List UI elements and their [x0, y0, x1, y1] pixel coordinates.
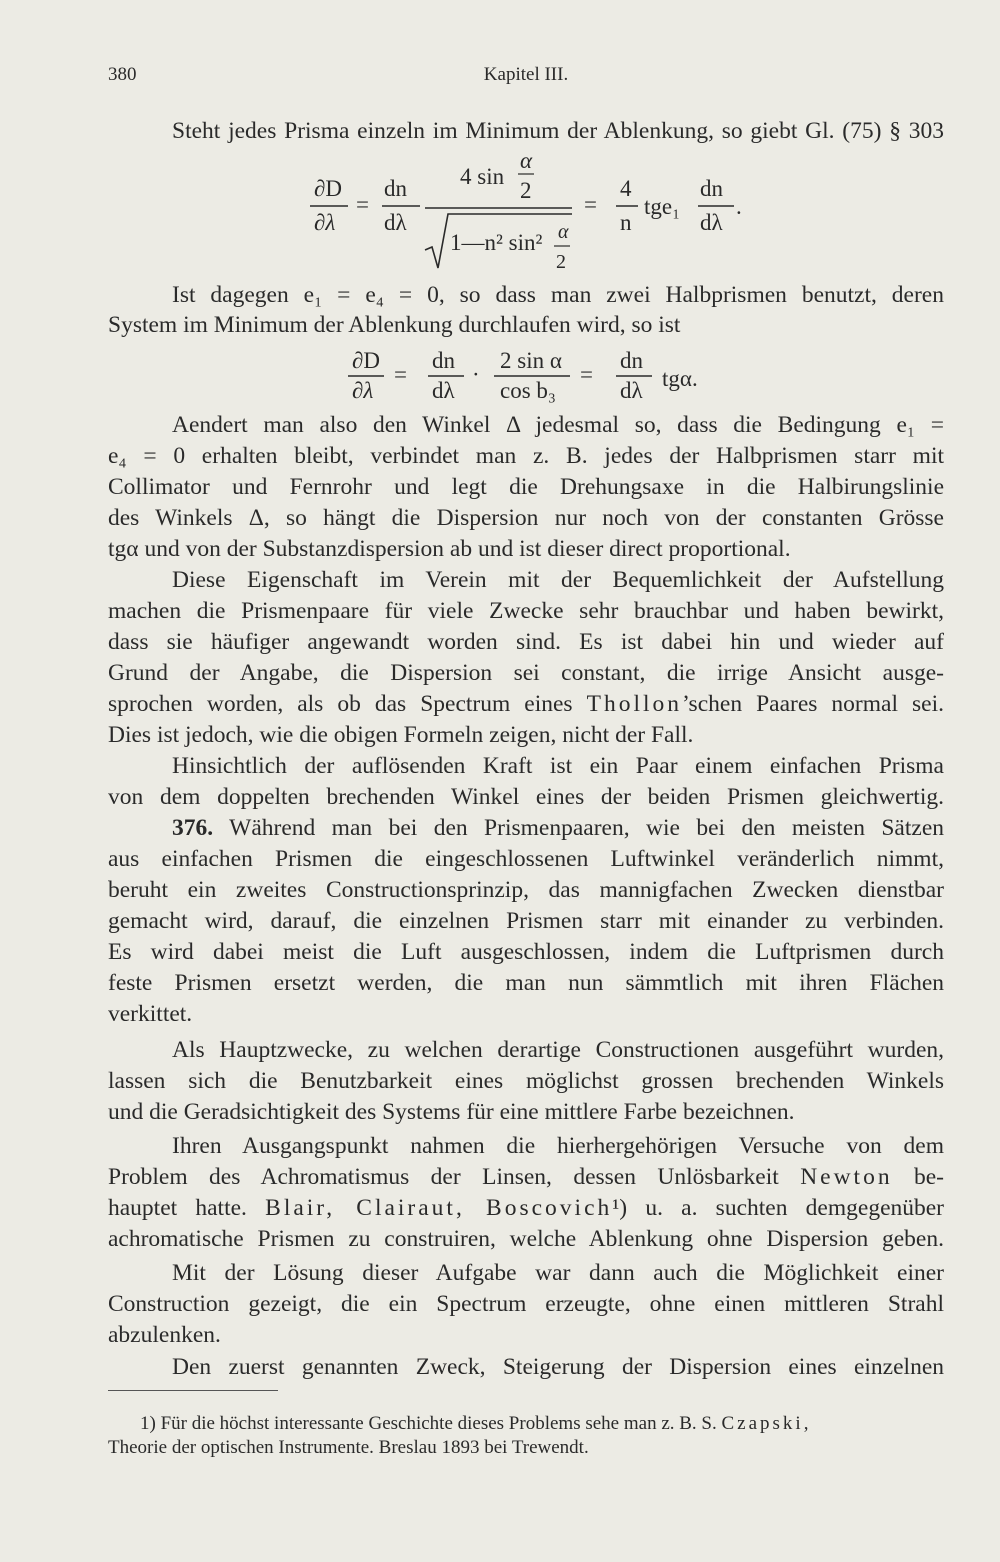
formula-text: tge₁ — [644, 194, 681, 219]
paragraph-text: Steht jedes Prisma einzeln im Minimum der Ablenkung, so giebt Gl. (75) § 303 — [172, 118, 944, 144]
formula-text: cos b₃ — [500, 378, 556, 403]
formula-text: dλ — [700, 210, 723, 235]
footnote-line: Theorie der optischen Instrumente. Breslau 1893 bei Trewendt. — [108, 1437, 589, 1458]
paragraph-text: Es wird dabei meist die Luft ausgeschlossen, indem die Luftprismen durch — [108, 939, 944, 965]
formula-text: n — [620, 210, 632, 235]
svg-text:=: = — [356, 192, 369, 217]
formula-text: ∂λ — [352, 378, 374, 403]
footnote-rule — [108, 1390, 278, 1391]
paragraph-text: gemacht wird, darauf, die einzelnen Prismen starr mit einander zu verbinden. — [108, 908, 944, 934]
text-span: sprochen worden, als ob das Spectrum eines — [108, 691, 573, 717]
paragraph-text: verkittet. — [108, 1001, 193, 1027]
text-span: Problem des Achromatismus der Linsen, dessen Unlösbarkeit — [108, 1164, 779, 1190]
formula-text: ∂λ — [314, 210, 336, 235]
text-span: ’schen Paares normal sei. — [682, 691, 944, 717]
svg-text:·: · — [472, 362, 480, 387]
formula-text: dλ — [432, 378, 455, 403]
section-376-first-line — [172, 813, 944, 843]
svg-text:=: = — [580, 362, 593, 387]
text-span: 1) Für die höchst interessante Geschichte dieses Problems sehe man z. B. S. — [140, 1413, 717, 1434]
paragraph-text: des Winkels Δ, so hängt die Dispersion nur noch von der constanten Grösse — [108, 505, 944, 531]
paragraph-text: Grund der Angabe, die Dispersion sei constant, die irrige Ansicht ausge- — [108, 660, 944, 686]
formula-text: dn — [384, 176, 407, 201]
paragraph-text: tgα und von der Substanzdispersion ab und ist dieser direct proportional. — [108, 536, 791, 562]
author-name: Thollon — [586, 691, 683, 717]
author-names: Blair, Clairaut, Boscovich — [265, 1195, 613, 1221]
paragraph-text: von dem doppelten brechenden Winkel eines der beiden Prismen gleichwertig. — [108, 784, 944, 810]
text-span: Während man bei den Prismenpaaren, wie bei den meisten Sätzen — [229, 815, 945, 841]
page-number: 380 — [108, 64, 137, 85]
formula-text: ∂D — [352, 348, 380, 373]
svg-text:=: = — [394, 362, 407, 387]
section-number: 376. — [172, 815, 214, 841]
paragraph-text — [108, 1193, 944, 1223]
paragraph-text — [108, 689, 944, 719]
paragraph-text: Aendert man also den Winkel Δ jedesmal so, dass die Bedingung e₁ = — [172, 412, 944, 438]
paragraph-text: System im Minimum der Ablenkung durchlaufen wird, so ist — [108, 312, 681, 338]
author-name: Czapski, — [721, 1413, 812, 1434]
formula-text: dn — [700, 176, 723, 201]
formula-text: dλ — [620, 378, 643, 403]
paragraph-text: Als Hauptzwecke, zu welchen derartige Constructionen ausgeführt wurden, — [172, 1037, 944, 1063]
formula-1 — [300, 150, 780, 285]
formula-text: 2 — [520, 178, 532, 203]
text-span: ¹) u. a. suchten demgegenüber — [612, 1195, 944, 1221]
paragraph-text: lassen sich die Benutzbarkeit eines möglichst grossen brechenden Winkels — [108, 1068, 944, 1094]
paragraph-text — [108, 1162, 944, 1192]
formula-2 — [340, 340, 760, 413]
paragraph-text: Ihren Ausgangspunkt nahmen die hierhergehörigen Versuche von dem — [172, 1133, 944, 1159]
paragraph-text: Mit der Lösung dieser Aufgabe war dann auch die Möglichkeit einer — [172, 1260, 944, 1286]
formula-text: dn — [620, 348, 643, 373]
formula-text: 2 — [556, 251, 566, 273]
footnote-line — [140, 1412, 944, 1436]
paragraph-text: Construction gezeigt, die ein Spectrum erzeugte, ohne einen mittleren Strahl — [108, 1291, 944, 1317]
paragraph-text: Dies ist jedoch, wie die obigen Formeln zeigen, nicht der Fall. — [108, 722, 694, 748]
formula-text: dn — [432, 348, 455, 373]
paragraph-text: Hinsichtlich der auflösenden Kraft ist ein Paar einem einfachen Prisma — [172, 753, 944, 779]
paragraph-text: e₄ = 0 erhalten bleibt, verbindet man z. B. jedes der Halbprismen starr mit — [108, 443, 944, 469]
paragraph-text: Den zuerst genannten Zweck, Steigerung der Dispersion eines einzelnen — [172, 1354, 944, 1380]
paragraph-text: Collimator und Fernrohr und legt die Drehungsaxe in die Halbirungslinie — [108, 474, 944, 500]
running-title: Kapitel III. — [483, 64, 569, 85]
paragraph-text: machen die Prismenpaare für viele Zwecke sehr brauchbar und haben bewirkt, — [108, 598, 944, 624]
paragraph-text: abzulenken. — [108, 1322, 221, 1348]
paragraph-text: und die Geradsichtigkeit des Systems für eine mittlere Farbe bezeichnen. — [108, 1099, 795, 1125]
svg-text:=: = — [584, 192, 597, 217]
svg-text:.: . — [736, 194, 742, 219]
paragraph-text: achromatische Prismen zu construiren, welche Ablenkung ohne Dispersion geben. — [108, 1226, 944, 1252]
formula-text: 2 sin α — [500, 348, 562, 373]
paragraph-text: feste Prismen ersetzt werden, die man nun sämmtlich mit ihren Flächen — [108, 970, 944, 996]
formula-text: α — [558, 221, 569, 243]
page-header — [108, 64, 944, 94]
formula-text: 4 sin — [460, 164, 505, 189]
paragraph-text: beruht ein zweites Constructionsprinzip, das mannigfachen Zwecken dienstbar — [108, 877, 944, 903]
paragraph-text: Ist dagegen e₁ = e₄ = 0, so dass man zwei Halbprismen benutzt, deren — [172, 282, 944, 308]
formula-text: α — [520, 150, 533, 173]
formula-text: dλ — [384, 210, 407, 235]
formula-text: tgα. — [662, 366, 698, 391]
text-span: be- — [914, 1164, 945, 1190]
formula-text: ∂D — [314, 176, 342, 201]
formula-text: 1—n² sin² — [450, 230, 543, 255]
paragraph-text: dass sie häufiger angewandt worden sind. Es ist dabei hin und wieder auf — [108, 629, 944, 655]
formula-text: 4 — [620, 176, 632, 201]
text-span: hauptet hatte. — [108, 1195, 247, 1221]
author-name: Newton — [800, 1164, 893, 1190]
paragraph-text: Diese Eigenschaft im Verein mit der Bequemlichkeit der Aufstellung — [172, 567, 944, 593]
paragraph-text: aus einfachen Prismen die eingeschlossenen Luftwinkel veränderlich nimmt, — [108, 846, 944, 872]
